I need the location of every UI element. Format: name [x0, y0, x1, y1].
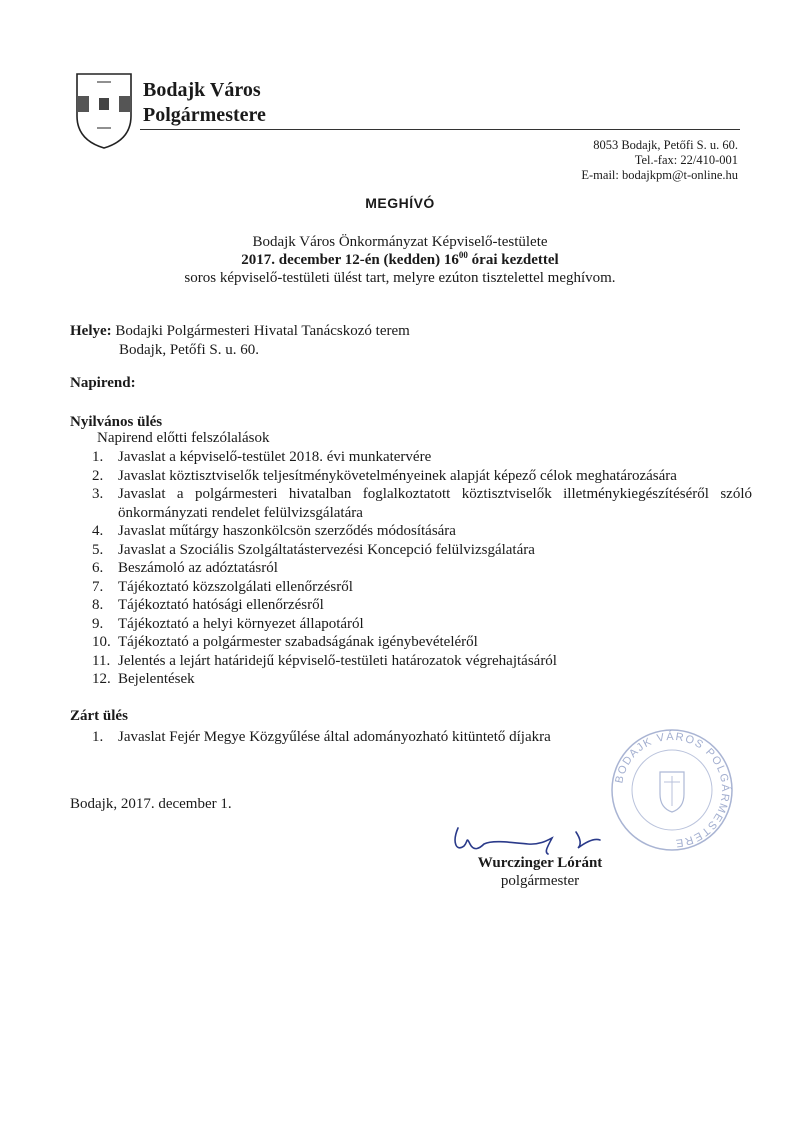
meeting-place: [70, 322, 410, 359]
signature-icon: [448, 818, 610, 860]
closed-session-heading: Zárt ülés: [70, 708, 128, 724]
invitation-intro: [0, 233, 800, 287]
agenda-preamble: Napirend előtti felszólalások: [97, 430, 270, 446]
intro-time-suffix: órai kezdettel: [467, 252, 559, 268]
public-session-heading: Nyilvános ülés: [70, 414, 163, 430]
list-item: 7. Tájékoztató közszolgálati ellenőrzésről: [92, 578, 353, 595]
list-item: 1. Javaslat a képviselő-testület 2018. évi munkatervére: [92, 449, 432, 465]
organization-name: [143, 78, 266, 128]
official-stamp-icon: [608, 726, 736, 854]
list-item: 5. Javaslat a Szociális Szolgáltatástervezési Koncepció felülvizsgálatára: [92, 541, 535, 558]
list-item: 2. Javaslat köztisztviselők teljesítménykövetelményeinek alapját képező célok meghatározására: [92, 467, 677, 484]
place-label: Helye:: [70, 323, 112, 339]
intro-date: 2017. december 12-én (kedden) 16: [241, 252, 459, 268]
agenda-heading: Napirend:: [70, 375, 136, 391]
intro-line-1: Bodajk Város Önkormányzat Képviselő-testülete: [252, 234, 548, 250]
public-agenda-list: [92, 448, 752, 689]
stamp-text: BODAJK VÁROS POLGÁRMESTERE: [613, 730, 732, 850]
list-item: 9. Tájékoztató a helyi környezet állapotáról: [92, 615, 364, 632]
org-line-2: Polgármestere: [143, 104, 266, 126]
phone-line: Tel.-fax: 22/410-001: [634, 153, 738, 167]
list-item: 10. Tájékoztató a polgármester szabadságának igénybevételéről: [92, 634, 478, 650]
document-title: MEGHÍVÓ: [365, 195, 435, 211]
header-divider: [140, 129, 740, 130]
list-item: 3. Javaslat a polgármesteri hivatalban foglalkoztatott köztisztviselők illetménykiegészítéséről szóló önkormányzati rendelet felülvizsgálatára: [92, 486, 752, 521]
signatory-title: polgármester: [500, 873, 580, 889]
place-line-2: Bodajk, Petőfi S. u. 60.: [119, 341, 260, 358]
intro-line-2: [0, 251, 800, 269]
list-item: 11. Jelentés a lejárt határidejű képviselő-testületi határozatok végrehajtásáról: [92, 652, 557, 669]
list-item: 1. Javaslat Fejér Megye Közgyűlése által adományozható kitüntető díjakra: [92, 729, 551, 745]
date-line: Bodajk, 2017. december 1.: [70, 796, 232, 812]
signatory-name: Wurczinger Lóránt: [477, 855, 603, 871]
org-line-1: Bodajk Város: [143, 79, 261, 101]
coat-of-arms-icon: [75, 72, 133, 150]
place-line-1: Bodajki Polgármesteri Hivatal Tanácskozó terem: [115, 323, 410, 339]
list-item: 8. Tájékoztató hatósági ellenőrzésről: [92, 597, 324, 613]
email-line: E-mail: bodajkpm@t-online.hu: [581, 168, 738, 182]
address-line: 8053 Bodajk, Petőfi S. u. 60.: [593, 138, 738, 152]
list-item: 4. Javaslat műtárgy haszonkölcsön szerződés módosítására: [92, 523, 456, 539]
list-item: 6. Beszámoló az adóztatásról: [92, 560, 278, 576]
intro-line-3: soros képviselő-testületi ülést tart, melyre ezúton tisztelettel meghívom.: [184, 270, 616, 286]
closed-agenda-list: [92, 728, 551, 747]
intro-time-sup: 00: [458, 250, 468, 260]
list-item: 12. Bejelentések: [92, 671, 195, 687]
contact-block: [581, 138, 738, 183]
